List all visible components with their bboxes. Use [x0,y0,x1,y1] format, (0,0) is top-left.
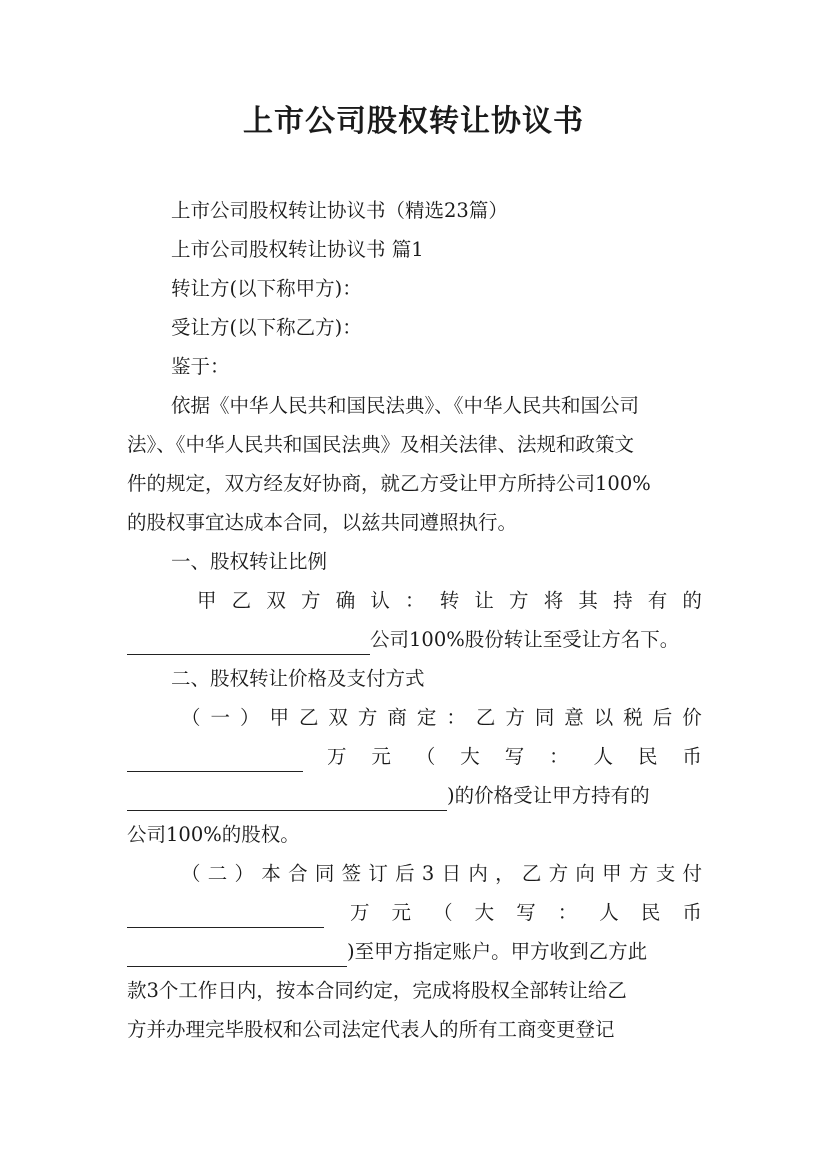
glyph: 人 [593,745,614,768]
paragraph-line: 方并办理完毕股权和公司法定代表人的所有工商变更登记 [127,1018,615,1041]
glyph: ： [557,901,578,924]
glyph: 乙 [231,589,252,612]
glyph: 日 [441,862,462,885]
glyph: 转 [439,589,460,612]
glyph: 币 [682,745,702,768]
glyph: 后 [652,706,673,729]
glyph: 一 [210,706,230,729]
glyph: ） [234,862,255,885]
glyph: 有 [647,589,668,612]
glyph: ） [239,706,260,729]
document-subtitle: 上市公司股权转让协议书（精选23篇） [171,199,508,222]
justified-line [181,859,702,889]
glyph: 后 [395,862,415,885]
glyph: 万 [350,901,370,924]
glyph: ： [446,706,466,729]
glyph: 方 [301,589,321,612]
glyph: 方 [628,862,649,885]
glyph: 的 [682,589,702,612]
fill-blank[interactable] [127,632,370,655]
glyph: 合 [288,862,308,885]
glyph: 乙 [475,706,496,729]
glyph: 方 [548,862,569,885]
whereas-line: 鉴于： [171,355,230,378]
glyph: 方 [509,589,529,612]
glyph: 双 [266,589,286,612]
glyph: 同 [534,706,555,729]
glyph: 签 [341,862,362,885]
glyph: 甲 [197,589,217,612]
glyph: 3 [421,862,435,885]
glyph: 二 [207,862,228,885]
glyph: 定 [416,706,437,729]
glyph: 意 [564,706,584,729]
glyph: 写 [504,745,525,768]
fill-blank[interactable] [127,944,347,967]
glyph: 民 [637,745,658,768]
transferee-line: 受让方(以下称乙方)： [171,316,362,339]
article-heading: 上市公司股权转让协议书 篇1 [171,238,424,261]
fill-blank[interactable] [127,788,447,811]
blank-line [127,625,717,655]
line-text: 公司100%股份转让至受让方名下。 [370,628,680,651]
glyph: 以 [593,706,614,729]
glyph: 大 [460,745,480,768]
line-text: )的价格受让甲方持有的 [447,784,650,807]
fill-blank[interactable] [127,905,324,928]
transferor-line: 转让方(以下称甲方)： [171,277,362,300]
glyph: 万 [327,745,347,768]
glyph: 内 [468,862,488,885]
fill-blank[interactable] [127,749,303,772]
glyph: 大 [474,901,495,924]
section-heading: 二、股权转让价格及支付方式 [171,667,425,690]
glyph: 让 [474,589,494,612]
glyph: 持 [613,589,633,612]
paragraph-line: 依据《中华人民共和国民法典》、《中华人民共和国公司 [171,394,640,417]
glyph: ： [405,589,425,612]
paragraph-line: 法》、《中华人民共和国民法典》及相关法律、法规和政策文 [127,433,635,456]
paragraph-line: 款3个工作日内，按本合同约定，完成将股权全部转让给乙 [127,979,627,1002]
justified-line [197,586,702,616]
glyph: （ [181,862,201,885]
glyph: 方 [505,706,525,729]
glyph: 将 [543,589,564,612]
glyph: 本 [261,862,281,885]
glyph: 人 [599,901,619,924]
glyph: ， [495,862,515,885]
justified-text [350,898,702,928]
blank-line [127,898,702,928]
glyph: 支 [655,862,676,885]
glyph: 双 [328,706,348,729]
glyph: 价 [682,706,702,729]
glyph: 甲 [269,706,289,729]
blank-line [127,781,702,811]
glyph: 确 [335,589,356,612]
glyph: （ [181,706,201,729]
glyph: 元 [391,901,412,924]
glyph: 同 [314,862,335,885]
glyph: 乙 [298,706,319,729]
glyph: 方 [357,706,378,729]
document-title: 上市公司股权转让协议书 [243,104,584,139]
glyph: （ [415,745,436,768]
justified-line [181,703,702,733]
glyph: ： [549,745,569,768]
glyph: 元 [371,745,391,768]
justified-text [327,742,702,772]
glyph: 认 [370,589,390,612]
glyph: 向 [575,862,595,885]
blank-line [127,937,702,967]
glyph: 乙 [521,862,542,885]
blank-line [127,742,702,772]
glyph: （ [433,901,453,924]
glyph: 付 [682,862,702,885]
glyph: 写 [516,901,536,924]
glyph: 其 [578,589,598,612]
section-heading: 一、股权转让比例 [171,550,328,573]
glyph: 商 [387,706,407,729]
glyph: 税 [623,706,643,729]
paragraph-line: 的股权事宜达成本合同，以兹共同遵照执行。 [127,511,518,534]
paragraph-line: 件的规定，双方经友好协商，就乙方受让甲方所持公司100% [127,472,651,495]
paragraph-line: 公司100%的股权。 [127,823,300,846]
glyph: 甲 [602,862,622,885]
glyph: 订 [368,862,388,885]
line-text: )至甲方指定账户。甲方收到乙方此 [347,940,648,963]
glyph: 币 [682,901,702,924]
glyph: 民 [640,901,661,924]
